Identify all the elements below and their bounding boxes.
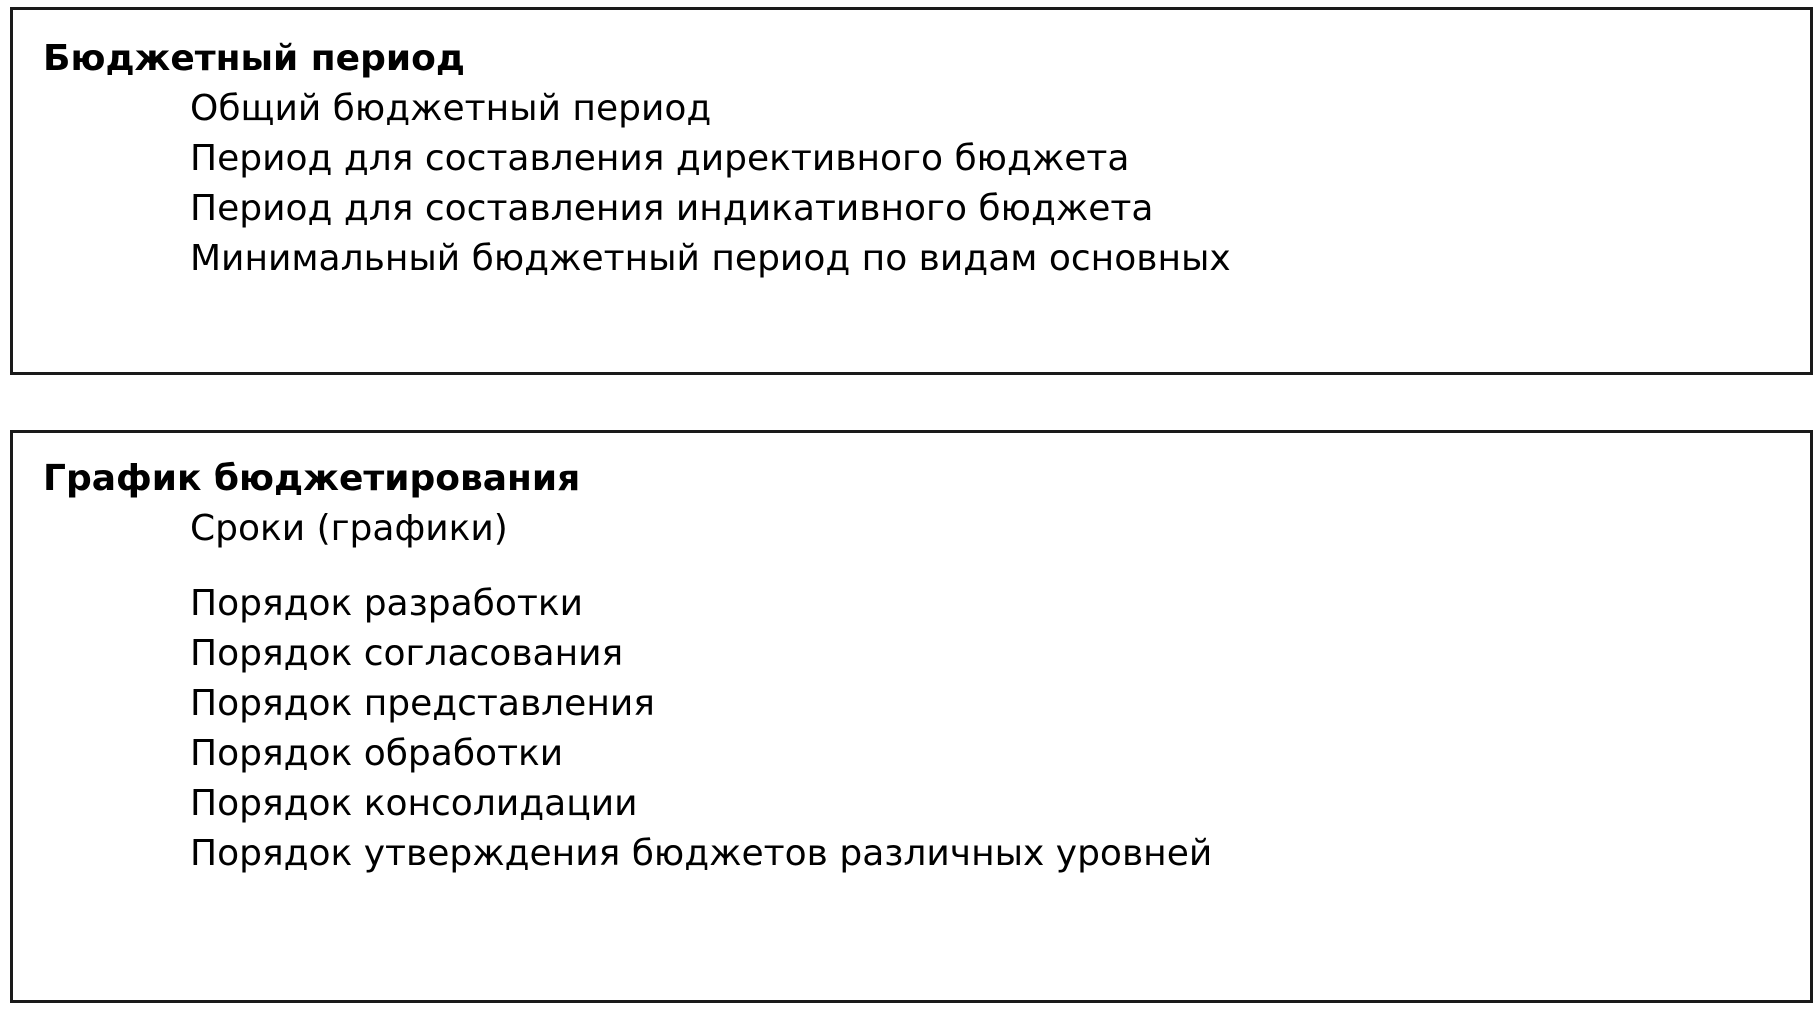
budget-schedule-list-deadlines	[190, 504, 508, 554]
list-item: Порядок разработки	[190, 583, 584, 624]
budget-schedule-list-procedures	[190, 579, 1212, 879]
list-item: Порядок утверждения бюджетов различных уровней	[190, 833, 1213, 874]
budget-period-panel	[10, 7, 1813, 375]
list-item: Общий бюджетный период	[190, 88, 712, 129]
list-item: Период для составления директивного бюджета	[190, 138, 1130, 179]
list-item: Порядок согласования	[190, 633, 624, 674]
list-item: Период для составления индикативного бюджета	[190, 188, 1154, 229]
list-item: Сроки (графики)	[190, 508, 508, 549]
list-item: Порядок консолидации	[190, 783, 638, 824]
list-item: Порядок представления	[190, 683, 655, 724]
budget-period-list	[190, 84, 1231, 284]
budget-schedule-panel	[10, 430, 1813, 1003]
list-item: Минимальный бюджетный период по видам основных	[190, 238, 1231, 279]
budget-schedule-title: График бюджетирования	[43, 458, 581, 499]
budget-period-title: Бюджетный период	[43, 38, 465, 79]
list-item: Порядок обработки	[190, 733, 564, 774]
